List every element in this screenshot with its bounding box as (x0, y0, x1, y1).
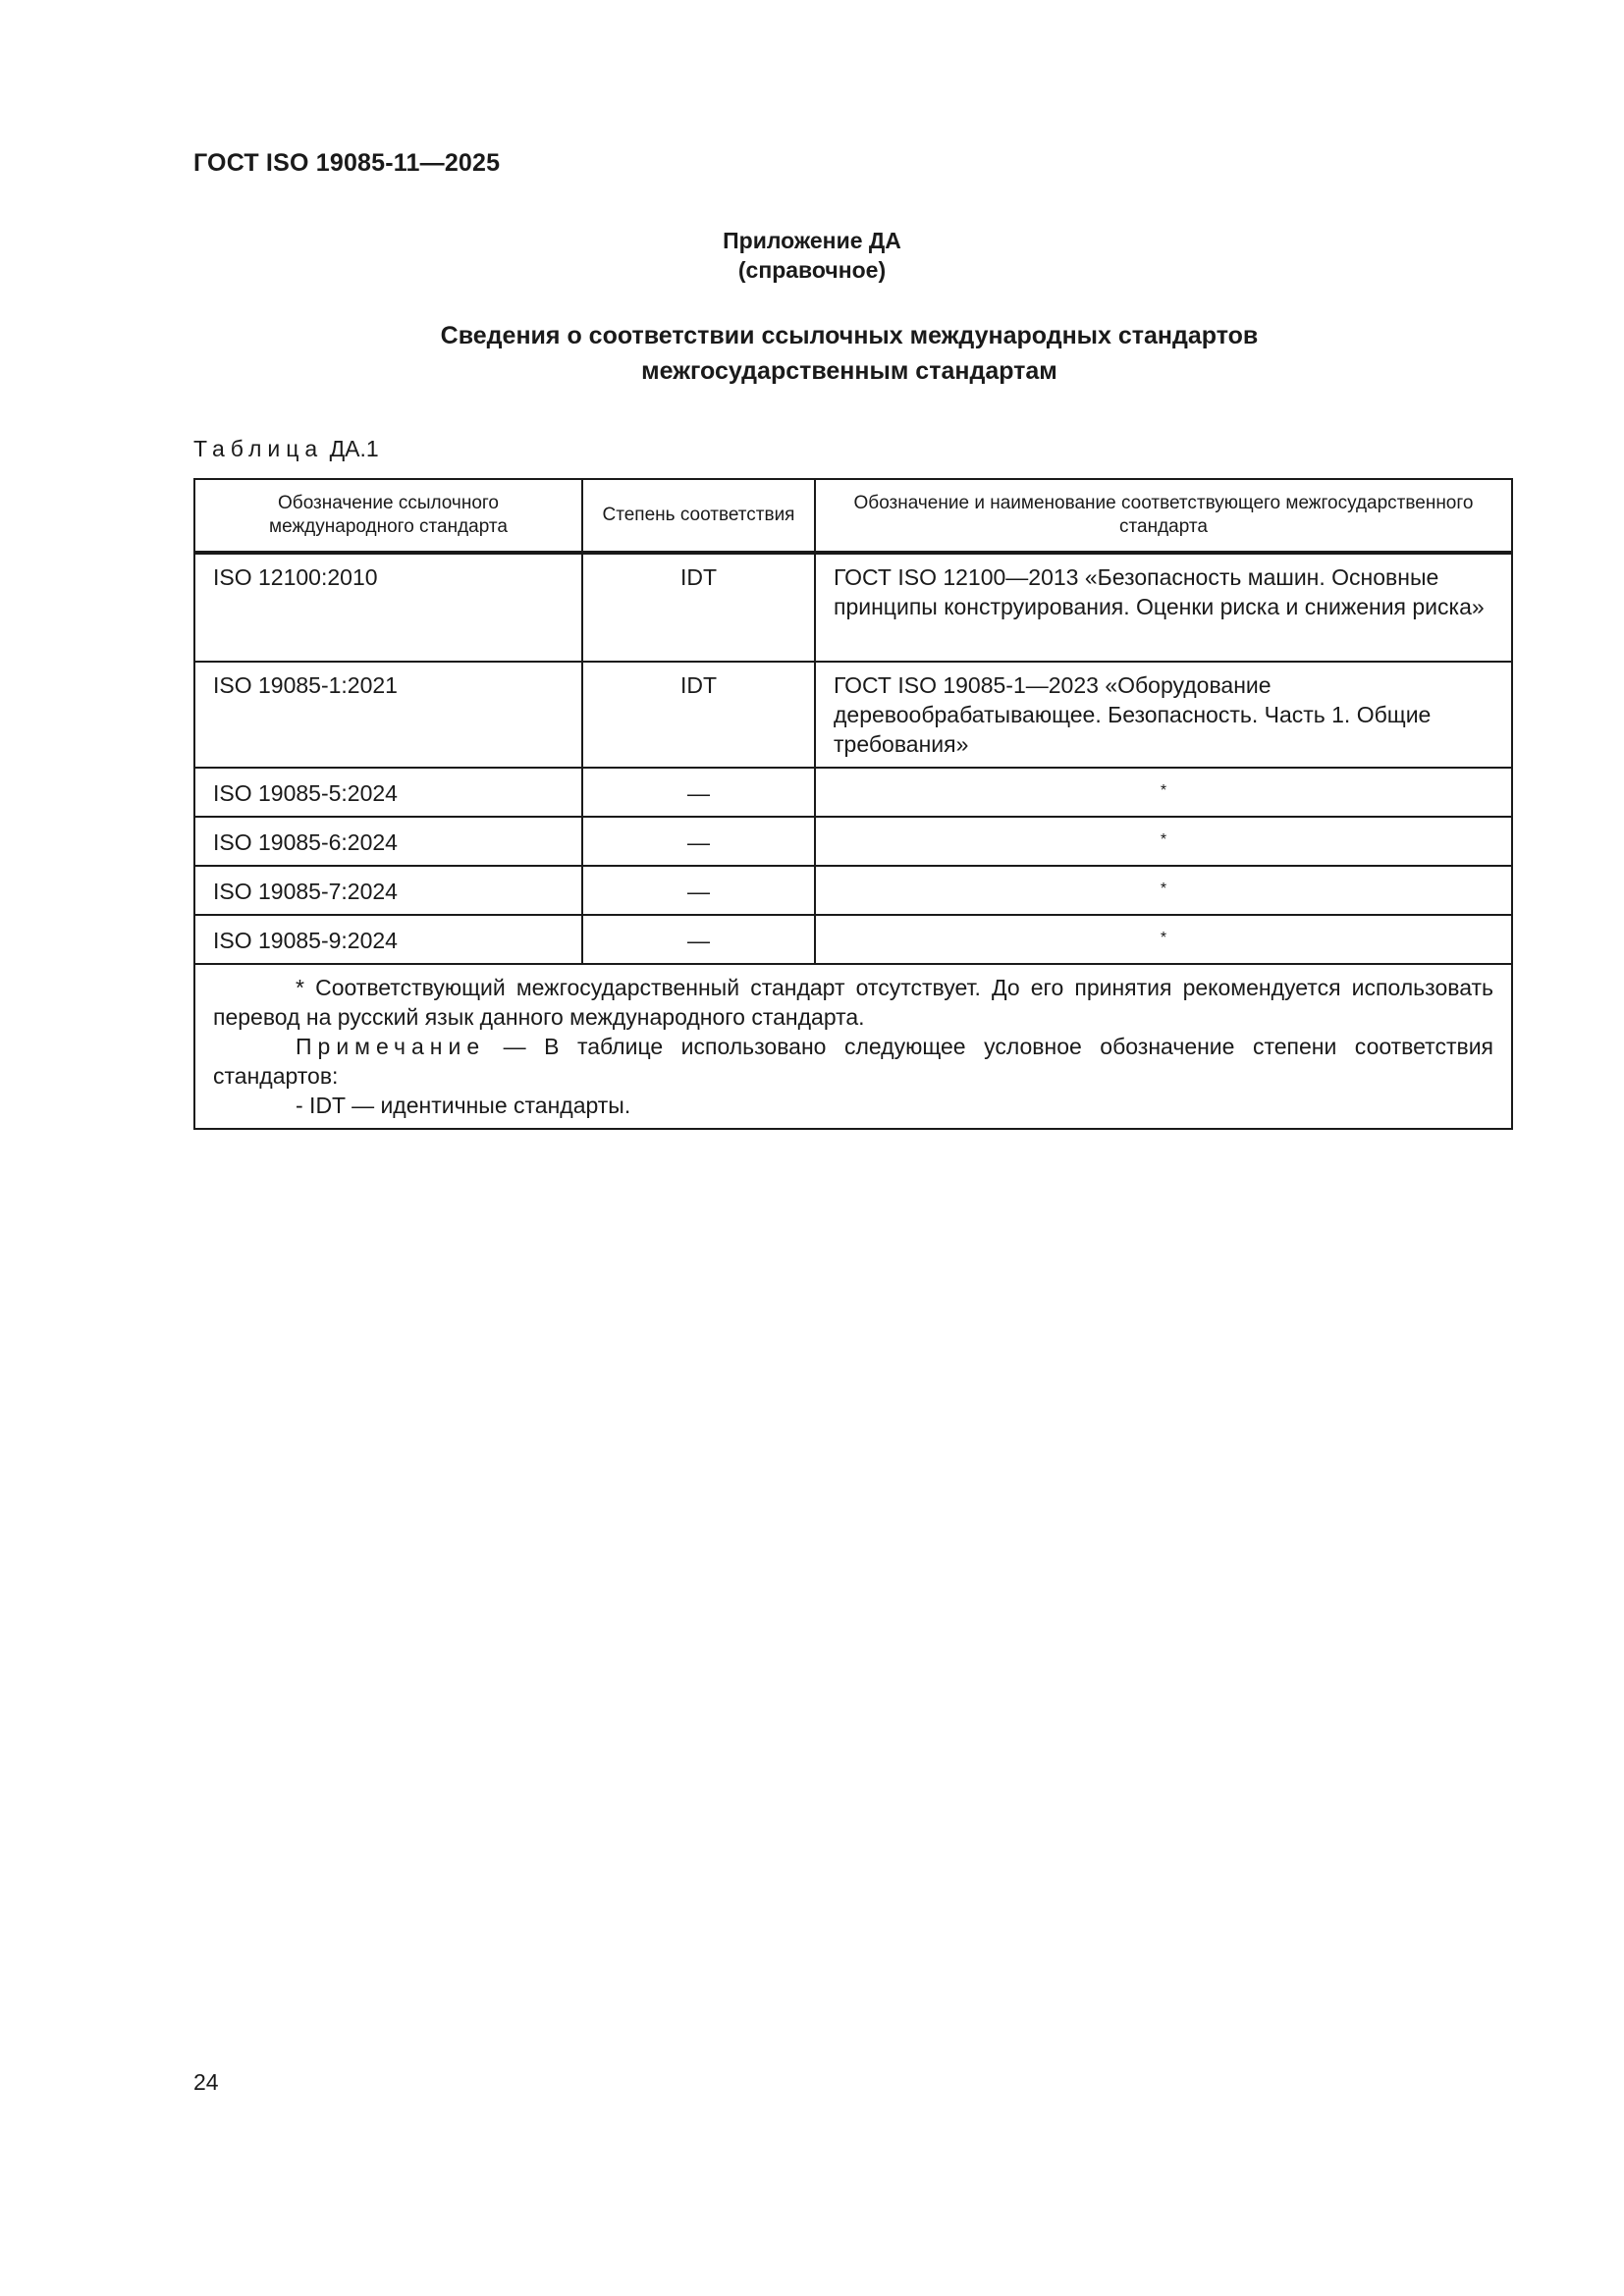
cell-national-standard: * (815, 817, 1512, 866)
cell-national-standard: ГОСТ ISO 12100—2013 «Безопасность машин. Основные принципы конструирования. Оценки риска и снижения риска» (815, 553, 1512, 662)
cell-intl-standard: ISO 19085-9:2024 (194, 915, 582, 964)
table-caption-number: ДА.1 (329, 436, 379, 461)
appendix-subtitle: (справочное) (737, 257, 887, 283)
table-row (194, 915, 1512, 964)
table-caption (193, 436, 379, 462)
table-footnote (194, 964, 1512, 1129)
note-label: Примечание (296, 1034, 486, 1059)
cell-degree: — (582, 915, 815, 964)
header-degree: Степень соответствия (582, 479, 815, 553)
header-intl-standard: Обозначение ссылочного международного стандарта (194, 479, 582, 553)
section-title-line-2: межгосударственным стандартам (641, 357, 1057, 385)
cell-degree: IDT (582, 553, 815, 662)
table-note (213, 1032, 1493, 1091)
cell-intl-standard: ISO 12100:2010 (194, 553, 582, 662)
document-code: ГОСТ ISO 19085-11—2025 (193, 149, 501, 177)
appendix-heading (0, 226, 1624, 285)
table-footnote-row (194, 964, 1512, 1129)
footnote-text: * Соответствующий межгосударственный стандарт отсутствует. До его принятия рекомендуется использовать перевод на русский язык данного международного стандарта. (213, 975, 1493, 1030)
note-list-item: - IDT — идентичные стандарты. (296, 1093, 631, 1118)
cell-national-standard: * (815, 915, 1512, 964)
cell-intl-standard: ISO 19085-6:2024 (194, 817, 582, 866)
page-number: 24 (193, 2069, 219, 2095)
cell-intl-standard: ISO 19085-1:2021 (194, 662, 582, 768)
cell-degree: — (582, 866, 815, 915)
appendix-title: Приложение ДА (723, 228, 901, 253)
cell-national-standard: * (815, 866, 1512, 915)
table-caption-word: Таблица (193, 436, 324, 461)
header-national-standard: Обозначение и наименование соответствующего межгосударственного стандарта (815, 479, 1512, 553)
table-row (194, 866, 1512, 915)
cell-national-standard: ГОСТ ISO 19085-1—2023 «Оборудование деревообрабатывающее. Безопасность. Часть 1. Общие требования» (815, 662, 1512, 768)
cell-intl-standard: ISO 19085-5:2024 (194, 768, 582, 817)
table-row (194, 817, 1512, 866)
correspondence-table (193, 478, 1513, 1130)
cell-national-standard: * (815, 768, 1512, 817)
cell-degree: — (582, 817, 815, 866)
note-text: — В таблице использовано следующее условное обозначение степени соответствия стандартов: (213, 1034, 1493, 1089)
table-row (194, 662, 1512, 768)
cell-intl-standard: ISO 19085-7:2024 (194, 866, 582, 915)
section-title (0, 318, 1624, 389)
cell-degree: IDT (582, 662, 815, 768)
section-title-line-1: Сведения о соответствии ссылочных международных стандартов (440, 322, 1259, 349)
table-row (194, 553, 1512, 662)
cell-degree: — (582, 768, 815, 817)
table-row (194, 768, 1512, 817)
table-header-row (194, 479, 1512, 553)
